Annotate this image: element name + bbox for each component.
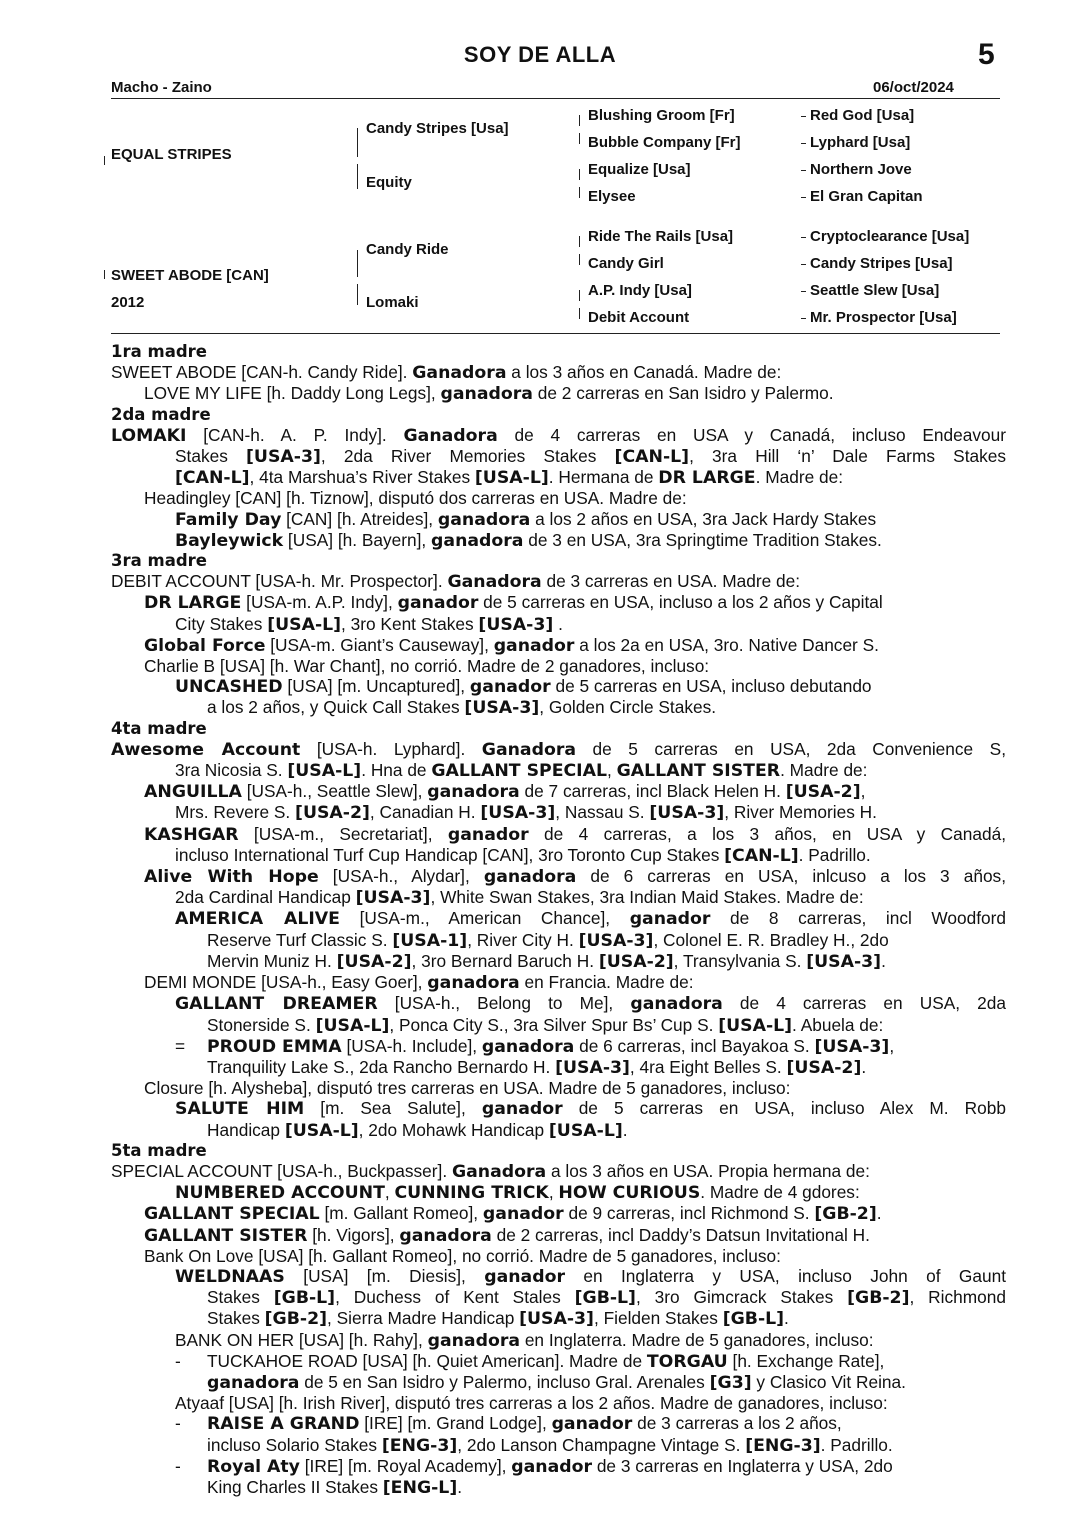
bracket bbox=[579, 187, 580, 198]
pedigree-gen3: Equalize [Usa] bbox=[588, 161, 691, 178]
pedigree-gen2: Equity bbox=[366, 174, 412, 191]
text-line: = PROUD EMMA [USA-h. Include], ganadora de 6 carreras, incl Bayakoa S. [USA-3], bbox=[175, 1035, 895, 1057]
dash bbox=[801, 170, 806, 171]
section-heading: 2da madre bbox=[111, 404, 211, 424]
text-line: ganadora de 5 en San Isidro y Palermo, incluso Gral. Arenales [G3] y Clasico Vit Reina. bbox=[207, 1371, 906, 1393]
text-line: Alive With Hope [USA-h., Alydar], ganadora de 6 carreras en USA, inlcuso a los 3 años, bbox=[144, 866, 1006, 888]
text-line: KASHGAR [USA-m., Secretariat], ganador de 4 carreras, a los 3 años, en USA y Canadá, bbox=[144, 823, 1006, 845]
section-heading: 5ta madre bbox=[111, 1140, 207, 1160]
text-line: Stakes [GB-2], Sierra Madre Handicap [USA-3], Fielden Stakes [GB-L]. bbox=[207, 1308, 789, 1330]
text-line: ANGUILLA [USA-h., Seattle Slew], ganadora de 7 carreras, incl Black Helen H. [USA-2], bbox=[144, 781, 866, 803]
text-line: DEMI MONDE [USA-h., Easy Goer], ganadora en Francia. Madre de: bbox=[144, 972, 694, 994]
text-line: Reserve Turf Classic S. [USA-1], River City H. [USA-3], Colonel E. R. Bradley H., 2do bbox=[207, 929, 889, 951]
pedigree-gen3: Elysee bbox=[588, 188, 636, 205]
text-line: City Stakes [USA-L], 3ro Kent Stakes [USA-3] . bbox=[175, 613, 563, 635]
bracket bbox=[357, 284, 358, 305]
text-line: LOMAKI [CAN-h. A. P. Indy]. Ganadora de 4 carreras en USA y Canadá, incluso Endeavour bbox=[111, 424, 1006, 446]
page-number: 5 bbox=[978, 38, 995, 71]
text-line: GALLANT SISTER [h. Vigors], ganadora de 2 carreras, incl Daddy’s Datsun Invitational H. bbox=[144, 1224, 870, 1246]
text-line: Awesome Account [USA-h. Lyphard]. Ganadora de 5 carreras en USA, 2da Convenience S, bbox=[111, 738, 1006, 760]
text-line: SWEET ABODE [CAN-h. Candy Ride]. Ganadora a los 3 años en Canadá. Madre de: bbox=[111, 362, 782, 384]
text-line: King Charles II Stakes [ENG-L]. bbox=[207, 1476, 463, 1498]
dash bbox=[801, 318, 806, 319]
text-line: Headingley [CAN] [h. Tiznow], disputó dos carreras en USA. Madre de: bbox=[144, 488, 687, 509]
text-line: BANK ON HER [USA] [h. Rahy], ganadora en Inglaterra. Madre de 5 ganadores, incluso: bbox=[175, 1329, 874, 1351]
bracket bbox=[579, 308, 580, 319]
pedigree-gen3: Debit Account bbox=[588, 309, 690, 326]
section-heading: 4ta madre bbox=[111, 718, 207, 738]
bracket bbox=[357, 250, 358, 277]
text-line: Stonerside S. [USA-L], Ponca City S., 3ra Silver Spur Bs’ Cup S. [USA-L]. Abuela de: bbox=[207, 1014, 884, 1036]
text-line: - RAISE A GRAND [IRE] [m. Grand Lodge], ganador de 3 carreras a los 2 años, bbox=[175, 1413, 842, 1435]
pedigree-gen3: Candy Girl bbox=[588, 255, 664, 272]
text-line: AMERICA ALIVE [USA-m., American Chance], ganador de 8 carreras, incl Woodford bbox=[175, 908, 1007, 930]
bracket bbox=[579, 254, 580, 265]
text-line: DEBIT ACCOUNT [USA-h. Mr. Prospector]. Ganadora de 3 carreras en USA. Madre de: bbox=[111, 571, 801, 593]
text-line: DR LARGE [USA-m. A.P. Indy], ganador de 5 carreras en USA, incluso a los 2 años y Capital bbox=[144, 592, 883, 614]
pedigree-gen3: Blushing Groom [Fr] bbox=[588, 107, 735, 124]
bracket bbox=[579, 236, 580, 247]
pedigree-gen4: El Gran Capitan bbox=[810, 188, 923, 205]
text-line: Atyaaf [USA] [h. Irish River], disputó tres carreras a los 2 años. Madre de ganadores, incluso: bbox=[175, 1393, 888, 1414]
text-line: LOVE MY LIFE [h. Daddy Long Legs], ganadora de 2 carreras en San Isidro y Palermo. bbox=[144, 383, 834, 405]
text-line: 2da Cardinal Handicap [USA-3], White Swan Stakes, 3ra Indian Maid Stakes. Madre de: bbox=[175, 887, 864, 909]
pedigree-gen2: Candy Stripes [Usa] bbox=[366, 120, 509, 137]
pedigree-gen3: Ride The Rails [Usa] bbox=[588, 228, 734, 245]
bracket bbox=[579, 133, 580, 144]
line-marker: = bbox=[175, 1035, 186, 1056]
bracket bbox=[357, 128, 358, 157]
text-line: Stakes [GB-L], Duchess of Kent Stales [GB-L], 3ro Gimcrack Stakes [GB-2], Richmond bbox=[207, 1287, 1006, 1309]
line-marker: - bbox=[175, 1350, 181, 1371]
dash bbox=[801, 264, 806, 265]
dash bbox=[801, 237, 806, 238]
text-line: Mrs. Revere S. [USA-2], Canadian H. [USA-3], Nassau S. [USA-3], River Memories H. bbox=[175, 802, 877, 824]
text-line: GALLANT SPECIAL [m. Gallant Romeo], ganador de 9 carreras, incl Richmond S. [GB-2]. bbox=[144, 1203, 882, 1225]
text-line: - Royal Aty [IRE] [m. Royal Academy], ganador de 3 carreras en Inglaterra y USA, 2do bbox=[175, 1455, 893, 1477]
family-text bbox=[111, 342, 1006, 1498]
pedigree-gen4: Cryptoclearance [Usa] bbox=[810, 228, 970, 245]
pedigree-divider bbox=[111, 333, 1000, 334]
header-divider bbox=[111, 98, 1000, 99]
bracket bbox=[579, 115, 580, 126]
sex-color: Macho - Zaino bbox=[111, 79, 212, 96]
text-line: Mervin Muniz H. [USA-2], 3ro Bernard Baruch H. [USA-2], Transylvania S. [USA-3]. bbox=[207, 950, 886, 972]
pedigree-gen4: Candy Stripes [Usa] bbox=[810, 255, 953, 272]
text-line: NUMBERED ACCOUNT, CUNNING TRICK, HOW CURIOUS. Madre de 4 gdores: bbox=[175, 1182, 860, 1204]
text-line: WELDNAAS [USA] [m. Diesis], ganador en Inglaterra y USA, incluso John of Gaunt bbox=[175, 1265, 1006, 1287]
pedigree-gen2: Candy Ride bbox=[366, 241, 449, 258]
pedigree-sire: EQUAL STRIPES bbox=[111, 146, 232, 163]
page-title: SOY DE ALLA bbox=[463, 42, 617, 67]
text-line: incluso Solario Stakes [ENG-3], 2do Lanson Champagne Vintage S. [ENG-3]. Padrillo. bbox=[207, 1434, 893, 1456]
pedigree-gen4: Lyphard [Usa] bbox=[810, 134, 911, 151]
text-line: GALLANT DREAMER [USA-h., Belong to Me], ganadora de 4 carreras en USA, 2da bbox=[175, 993, 1006, 1015]
line-marker: - bbox=[175, 1455, 181, 1476]
text-line: a los 2 años, y Quick Call Stakes [USA-3], Golden Circle Stakes. bbox=[207, 697, 717, 719]
text-line: Tranquility Lake S., 2da Rancho Bernardo H. [USA-3], 4ra Eight Belles S. [USA-2]. bbox=[207, 1056, 867, 1078]
dash bbox=[801, 143, 806, 144]
pedigree-gen3: A.P. Indy [Usa] bbox=[588, 282, 692, 299]
bracket bbox=[104, 270, 105, 279]
text-line: Global Force [USA-m. Giant’s Causeway], ganador a los 2a en USA, 3ro. Native Dancer S. bbox=[144, 634, 879, 656]
pedigree-year: 2012 bbox=[111, 294, 145, 311]
text-line: Charlie B [USA] [h. War Chant], no corrió. Madre de 2 ganadores, incluso: bbox=[144, 656, 710, 677]
bracket bbox=[579, 169, 580, 180]
text-line: Closure [h. Alysheba], disputó tres carreras en USA. Madre de 5 ganadores, incluso: bbox=[144, 1078, 791, 1099]
text-line: Handicap [USA-L], 2do Mohawk Handicap [USA-L]. bbox=[207, 1119, 628, 1141]
section-heading: 1ra madre bbox=[111, 342, 207, 361]
line-marker: - bbox=[175, 1413, 181, 1434]
dash bbox=[801, 197, 806, 198]
text-line: Family Day [CAN] [h. Atreides], ganadora a los 2 años en USA, 3ra Jack Hardy Stakes bbox=[175, 508, 877, 530]
pedigree-gen4: Seattle Slew [Usa] bbox=[810, 282, 940, 299]
pedigree-gen4: Northern Jove bbox=[810, 161, 912, 178]
dash bbox=[801, 116, 806, 117]
text-line: - TUCKAHOE ROAD [USA] [h. Quiet American]. Madre de TORGAU [h. Exchange Rate], bbox=[175, 1350, 885, 1372]
text-line: UNCASHED [USA] [m. Uncaptured], ganador de 5 carreras en USA, incluso debutando bbox=[175, 676, 872, 698]
bracket bbox=[579, 290, 580, 301]
pedigree-gen4: Red God [Usa] bbox=[810, 107, 915, 124]
dash bbox=[801, 291, 806, 292]
text-line: SALUTE HIM [m. Sea Salute], ganador de 5 carreras en USA, incluso Alex M. Robb bbox=[175, 1098, 1006, 1120]
report-date: 06/oct/2024 bbox=[873, 79, 954, 96]
text-line: Bayleywick [USA] [h. Bayern], ganadora de 3 en USA, 3ra Springtime Tradition Stakes. bbox=[175, 529, 882, 551]
bracket bbox=[104, 156, 105, 165]
pedigree-dam: SWEET ABODE [CAN] bbox=[111, 267, 269, 284]
bracket bbox=[357, 164, 358, 189]
text-line: SPECIAL ACCOUNT [USA-h., Buckpasser]. Ganadora a los 3 años en USA. Propia hermana de: bbox=[111, 1160, 870, 1182]
text-line: 3ra Nicosia S. [USA-L]. Hna de GALLANT SPECIAL, GALLANT SISTER. Madre de: bbox=[175, 760, 868, 782]
text-line: incluso International Turf Cup Handicap [CAN], 3ro Toronto Cup Stakes [CAN-L]. Padrillo. bbox=[175, 844, 871, 866]
pedigree-gen3: Bubble Company [Fr] bbox=[588, 134, 741, 151]
section-heading: 3ra madre bbox=[111, 551, 207, 571]
pedigree-gen4: Mr. Prospector [Usa] bbox=[810, 309, 957, 326]
text-line: Bank On Love [USA] [h. Gallant Romeo], no corrió. Madre de 5 ganadores, incluso: bbox=[144, 1245, 781, 1266]
text-line: [CAN-L], 4ta Marshua’s River Stakes [USA-L]. Hermana de DR LARGE. Madre de: bbox=[175, 467, 844, 489]
pedigree-gen2: Lomaki bbox=[366, 294, 419, 311]
text-line: Stakes [USA-3], 2da River Memories Stakes [CAN-L], 3ra Hill ‘n’ Dale Farms Stakes bbox=[175, 446, 1007, 468]
